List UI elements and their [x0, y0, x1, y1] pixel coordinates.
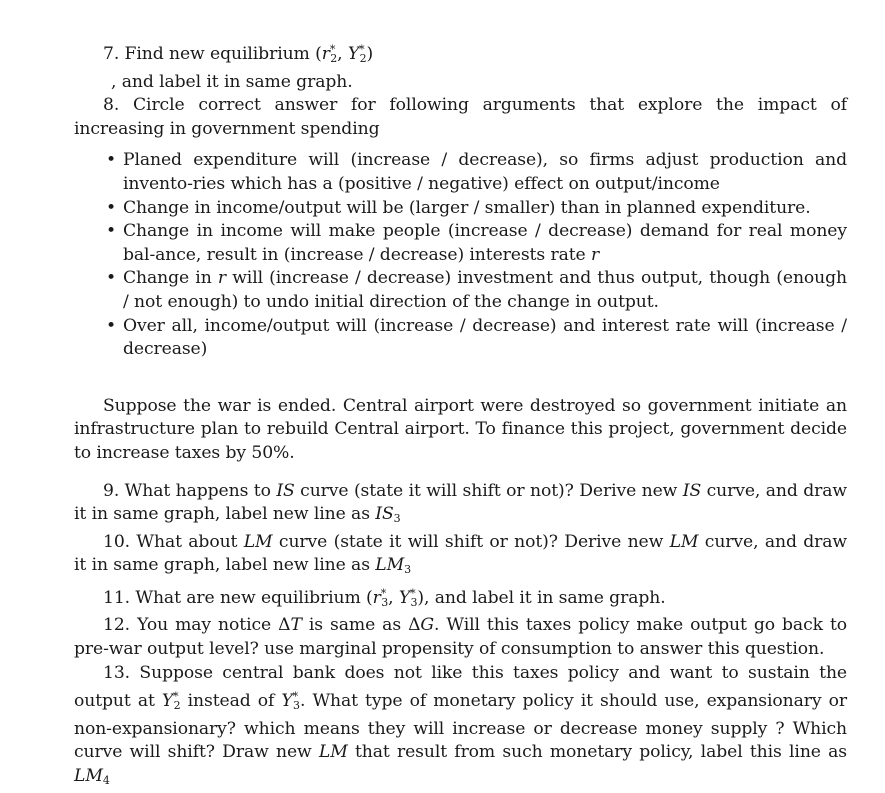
list-item — [106, 315, 847, 362]
q10-text-c: curve, and draw it in same graph, label new line as — [74, 531, 847, 576]
q13-text-a: 13. Suppose central bank does not like this taxes policy and want to sustain the output at — [74, 662, 847, 712]
question-10 — [74, 531, 847, 582]
bullet-var-r: r — [217, 268, 226, 289]
q13-y2-star: * — [173, 690, 179, 704]
q12-text-b: is same as Δ — [301, 615, 421, 636]
q11-r: r — [372, 587, 381, 608]
q7-y-star: * — [359, 43, 365, 56]
spacer — [74, 466, 847, 480]
q7-sep: , — [337, 44, 348, 64]
question-12 — [74, 614, 847, 661]
q13-y3-sub: 3 — [293, 699, 300, 713]
q13-text-d: that result from such monetary policy, label this line as — [347, 742, 847, 763]
q7-close: ) — [366, 44, 374, 64]
q11-r-star: * — [380, 586, 387, 600]
q10-lm3-sub: 3 — [404, 563, 412, 577]
q9-text-b: curve (state it will shift or not)? Derive new — [294, 480, 683, 501]
q7-r-sub: 2 — [330, 52, 338, 65]
question-9 — [74, 480, 847, 531]
q7-r-star: * — [329, 43, 336, 56]
list-item — [106, 267, 847, 314]
q13-y3: Y — [281, 691, 293, 712]
q11-r-sub: 3 — [381, 595, 389, 609]
q11-text-a: 11. What are new equilibrium ( — [103, 587, 373, 608]
bullet-text: Over all, income/output will (increase / decrease) and interest rate will (increase / decrease) — [123, 315, 847, 360]
scenario-paragraph: Suppose the war is ended. Central airport were destroyed so government initiate an infrastructure plan to rebuild Central airport. To finance this project, government decide to increase taxes by 50%. — [74, 395, 847, 463]
q9-text-c: curve, and draw it in same graph, label new line as — [74, 480, 847, 525]
q13-y2: Y — [161, 691, 174, 712]
q7-y: Y — [347, 44, 360, 64]
question-7-line2: , and label it in same graph. — [111, 71, 353, 92]
q12-t: T — [290, 615, 302, 636]
q7-text: 7. Find new equilibrium ( — [103, 44, 322, 64]
q9-is: IS — [682, 480, 702, 501]
q11-y: Y — [398, 587, 411, 608]
bullet-icon: • — [106, 197, 117, 218]
q12-text-a: 12. You may notice Δ — [103, 615, 291, 636]
q10-text-a: 10. What about — [103, 531, 244, 552]
q10-lm3: LM — [375, 555, 405, 576]
q12-g: G — [420, 615, 435, 636]
bullet-text: Change in income will make people (increase / decrease) demand for real money bal-ance, result in (increase / decrease) interests rate — [123, 221, 847, 265]
q11-sep: , — [388, 587, 399, 608]
q13-y2-sub: 2 — [173, 699, 181, 713]
bullet-text-rest: will (increase / decrease) investment and thus output, though (enough / not enough) to undo initial direction of the change in output. — [123, 268, 847, 312]
question-8-bullets — [74, 149, 847, 361]
bullet-icon: • — [106, 221, 117, 242]
question-7-line1 — [103, 38, 847, 71]
q9-is3: IS — [375, 504, 394, 525]
q13-y3-star: * — [292, 690, 299, 704]
bullet-icon: • — [106, 268, 117, 289]
q11-y-sub: 3 — [410, 595, 418, 609]
q9-is3-sub: 3 — [393, 512, 401, 526]
bullet-text: Change in — [123, 268, 212, 289]
q7-r: r — [321, 44, 330, 64]
q13-lm: LM — [318, 742, 348, 763]
bullet-text: Change in income/output will be (larger / smaller) than in planned expenditure. — [123, 197, 811, 218]
q10-lm: LM — [669, 531, 699, 552]
question-11 — [74, 582, 847, 615]
bullet-icon: • — [106, 315, 117, 336]
spacer — [74, 362, 847, 395]
question-13 — [74, 662, 847, 793]
q11-text-b: ), and label it in same graph. — [417, 587, 666, 608]
q7-y-sub: 2 — [359, 52, 367, 65]
bullet-icon: • — [106, 150, 117, 171]
question-8: 8. Circle correct answer for following arguments that explore the impact of increasing in government spending — [74, 95, 847, 139]
q13-text-b: instead of — [180, 691, 282, 712]
q9-text-a: 9. What happens to — [103, 480, 277, 501]
list-item — [106, 220, 847, 267]
q10-lm: LM — [243, 531, 273, 552]
q13-lm4: LM — [74, 766, 103, 787]
q9-is: IS — [276, 480, 295, 501]
q13-lm4-sub: 4 — [102, 774, 110, 788]
q13-text-c: . What type of monetary policy it should use, expansionary or non-expansionary? which means they will increase or decrease money supply ? Which curve will shift? Draw new — [74, 691, 847, 763]
list-item — [106, 197, 847, 221]
q12-text-c: . Will this taxes policy make output go back to pre-war output level? use marginal propensity of consumption to answer this question. — [74, 615, 848, 660]
q11-y-star: * — [410, 586, 416, 600]
bullet-var-r: r — [590, 244, 600, 265]
list-item — [106, 149, 847, 196]
q10-text-b: curve (state it will shift or not)? Derive new — [272, 531, 670, 552]
bullet-text: Planed expenditure will (increase / decrease), so firms adjust production and invento-ries which has a (positive / negative) effect on output/income — [123, 150, 847, 194]
